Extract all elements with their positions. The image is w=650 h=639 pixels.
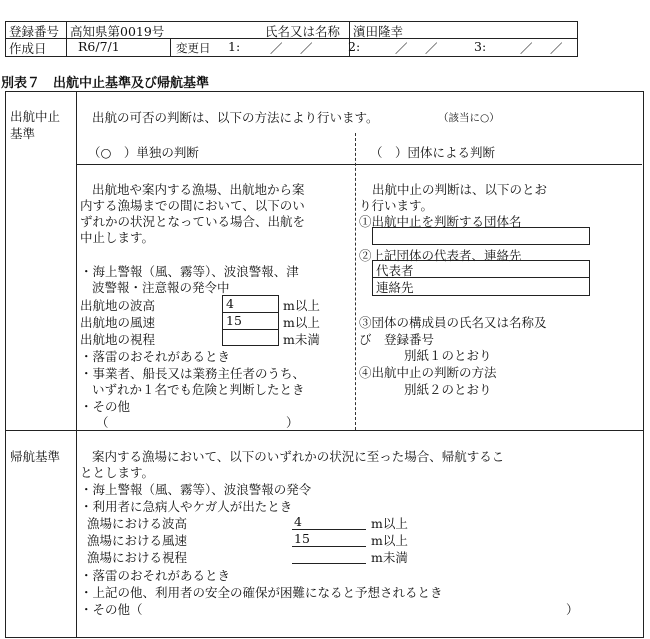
stop-warning-line: 波警報・注意報の発令中 [92, 280, 230, 295]
return-wind-value: 15 [292, 531, 366, 547]
stop-visibility-value [222, 329, 279, 346]
change-2-slash: ／ [395, 41, 408, 56]
change-3-slash: ／ [550, 41, 563, 56]
stop-intro: 出航の可否の判断は、以下の方法により行います。 [92, 110, 379, 125]
change-3-slash: ／ [520, 41, 533, 56]
stop-thunder: ・落雷のおそれがあるとき [80, 349, 231, 364]
contact-label: 連絡先 [376, 280, 414, 295]
group-item-3: ③団体の構成員の氏名又は名称及 [359, 315, 547, 330]
stop-intro-note: （該当に○） [438, 112, 500, 124]
change-2: 2: [348, 39, 361, 54]
group-para-line: り行います。 [359, 198, 434, 213]
stop-wind-label: 出航地の風速 [80, 315, 156, 330]
created-date: R6/7/1 [78, 39, 120, 54]
return-para-line: 案内する漁場において、以下のいずれかの状況に至った場合、帰航するこ [92, 449, 505, 464]
group-item-3: び 登録番号 [359, 332, 435, 347]
return-wave-value: 4 [292, 514, 366, 530]
single-para-line: ずれかの状況となっている場合、出航を [80, 214, 306, 229]
change-2-slash: ／ [425, 41, 438, 56]
created-label: 作成日 [9, 41, 47, 56]
single-para-line: 内する漁場までの間において、以下のい [80, 198, 305, 213]
return-safety: ・上記の他、利用者の安全の確保が困難になると予想されるとき [80, 585, 443, 600]
return-other: ・その他（ [80, 602, 143, 617]
change-1-slash: ／ [300, 41, 313, 56]
header-divider [170, 38, 171, 56]
change-3: 3: [474, 39, 487, 54]
registration-number: 高知県第0019号 [70, 24, 165, 39]
representative-label: 代表者 [376, 263, 414, 278]
return-para-line: ととします。 [80, 465, 155, 480]
operator-name: 濱田隆幸 [353, 24, 404, 39]
method-dashed-divider [355, 133, 356, 430]
page-title: 別表７ 出航中止基準及び帰航基準 [1, 76, 210, 91]
stop-criteria-label: 出航中止基準 [10, 109, 61, 141]
return-visibility-label: 漁場における視程 [87, 550, 188, 565]
return-thunder: ・落雷のおそれがあるとき [80, 568, 231, 583]
option-group: （ ）団体による判断 [370, 145, 496, 160]
stop-wave-unit: m以上 [283, 298, 320, 313]
group-item-1: ①出航中止を判断する団体名 [359, 214, 522, 229]
method-divider [76, 164, 642, 165]
group-para-line: 出航中止の判断は、以下のとお [372, 182, 548, 197]
stop-wind-unit: m以上 [283, 315, 320, 330]
change-1-slash: ／ [270, 41, 283, 56]
stop-danger-line: ・事業者、船長又は業務主任者のうち、 [80, 366, 306, 381]
group-item-4: ④出航中止の判断の方法 [359, 365, 497, 380]
stop-wave-label: 出航地の波高 [80, 298, 156, 313]
registration-label: 登録番号 [9, 24, 60, 39]
change-1: 1: [228, 39, 241, 54]
group-item-2: ②上記団体の代表者、連絡先 [359, 248, 522, 263]
return-visibility-unit: m未満 [371, 550, 408, 565]
option-single: （○ ）単独の判断 [88, 145, 199, 160]
header-divider [66, 21, 67, 56]
stop-danger-line: いずれか１名でも危険と判断したとき [92, 382, 305, 397]
group-item-4-ref: 別紙２のとおり [404, 382, 492, 397]
return-illness: ・利用者に急病人やケガ人が出たとき [80, 499, 293, 514]
return-other-close: ） [566, 602, 579, 617]
group-name-field [372, 227, 590, 245]
stop-warning-line: ・海上警報（風、霧等）、波浪警報、津 [80, 264, 299, 279]
stop-visibility-label: 出航地の視程 [80, 332, 156, 347]
single-para-line: 中止します。 [80, 230, 155, 245]
stop-other-close: ） [286, 415, 299, 430]
return-warning: ・海上警報（風、霧等）、波浪警報の発令 [80, 482, 312, 497]
stop-wave-value: 4 [222, 295, 279, 313]
return-wave-label: 漁場における波高 [87, 516, 188, 531]
stop-wind-value: 15 [222, 312, 279, 330]
label-column-divider [76, 91, 77, 637]
changed-label: 変更日 [176, 41, 211, 55]
return-visibility-value [292, 548, 366, 564]
return-criteria-label: 帰航基準 [10, 449, 61, 464]
return-wave-unit: m以上 [371, 516, 408, 531]
single-para-line: 出航地や案内する漁場、出航地から案 [92, 182, 305, 197]
stop-other-open: （ [96, 415, 109, 430]
stop-visibility-unit: m未満 [283, 332, 320, 347]
return-wind-label: 漁場における風速 [87, 533, 188, 548]
stop-other: ・その他 [80, 399, 131, 414]
group-item-3-ref: 別紙１のとおり [404, 348, 492, 363]
name-label: 氏名又は名称 [265, 24, 341, 39]
return-wind-unit: m以上 [371, 533, 408, 548]
